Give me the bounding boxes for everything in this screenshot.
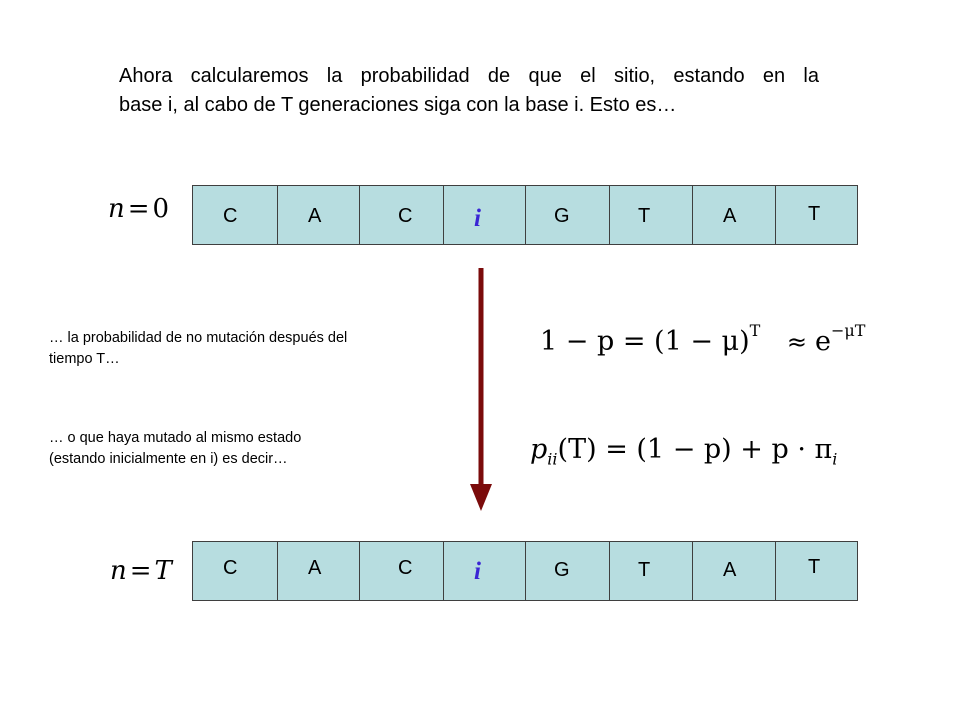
sequence-cell [277, 542, 359, 600]
formula-subscript-ii: ii [547, 449, 558, 469]
approx-symbol: ≈ [786, 328, 807, 356]
label-zero: 0 [152, 194, 170, 224]
label-n-equals-0 [108, 194, 169, 224]
formula-exponent-T: T [749, 321, 761, 340]
note-no-mutation [49, 328, 449, 370]
formula-no-mutation-lhs: 1 − p = (1 − μ) [540, 326, 750, 357]
label-n: n [110, 556, 127, 586]
base-letter: T [808, 203, 821, 225]
label-equals: = [129, 556, 152, 586]
note-same-state-line-2: (estando inicialmente en i) es decir… [49, 451, 288, 467]
sequence-cell [775, 186, 859, 244]
sequence-cell [277, 186, 359, 244]
sequence-cell [525, 542, 609, 600]
formula-e: e [815, 326, 831, 357]
sequence-cell [609, 186, 692, 244]
base-letter: A [308, 557, 322, 579]
base-letter: C [398, 205, 413, 227]
intro-text [119, 62, 819, 120]
sequence-cell [193, 186, 277, 244]
note-same-state [49, 428, 449, 470]
note-no-mutation-line-2: tiempo T… [49, 351, 120, 367]
intro-line-1: Ahora calcularemos la probabilidad de que el sitio, estando en la [119, 65, 819, 87]
base-letter: G [554, 205, 570, 227]
sequence-cell-site [443, 542, 525, 600]
formula-pii-rhs: (T) = (1 − p) + p · π [557, 434, 833, 465]
base-letter: C [398, 557, 413, 579]
sequence-top [192, 185, 858, 245]
note-no-mutation-line-1: … la probabilidad de no mutación después del [49, 330, 348, 346]
formula-subscript-i: i [832, 449, 838, 469]
sequence-cell [692, 186, 775, 244]
base-letter: T [638, 559, 651, 581]
label-equals: = [127, 194, 150, 224]
base-letter: G [554, 559, 570, 581]
site-letter: i [474, 558, 481, 585]
sequence-cell [359, 186, 443, 244]
formula-exponent-mu-T: −μT [830, 321, 866, 340]
sequence-cell [193, 542, 277, 600]
base-letter: C [223, 205, 238, 227]
sequence-cell [525, 186, 609, 244]
base-letter: A [723, 559, 737, 581]
note-same-state-line-1: … o que haya mutado al mismo estado [49, 430, 302, 446]
sequence-cell-site [443, 186, 525, 244]
formula-pii [530, 434, 837, 468]
sequence-cell [775, 542, 859, 600]
label-n: n [108, 194, 125, 224]
label-n-equals-T [110, 556, 172, 586]
sequence-bottom [192, 541, 858, 601]
label-T: T [154, 556, 172, 586]
intro-line-2: base i, al cabo de T generaciones siga con la base i. Esto es… [119, 94, 677, 116]
formula-p: p [530, 434, 548, 465]
sequence-cell [359, 542, 443, 600]
base-letter: A [723, 205, 737, 227]
sequence-cell [609, 542, 692, 600]
sequence-cell [692, 542, 775, 600]
base-letter: T [808, 556, 821, 578]
site-letter: i [474, 205, 481, 232]
base-letter: C [223, 557, 238, 579]
base-letter: T [638, 205, 651, 227]
base-letter: A [308, 205, 322, 227]
formula-no-mutation [540, 321, 866, 357]
down-arrow-icon [470, 268, 492, 512]
